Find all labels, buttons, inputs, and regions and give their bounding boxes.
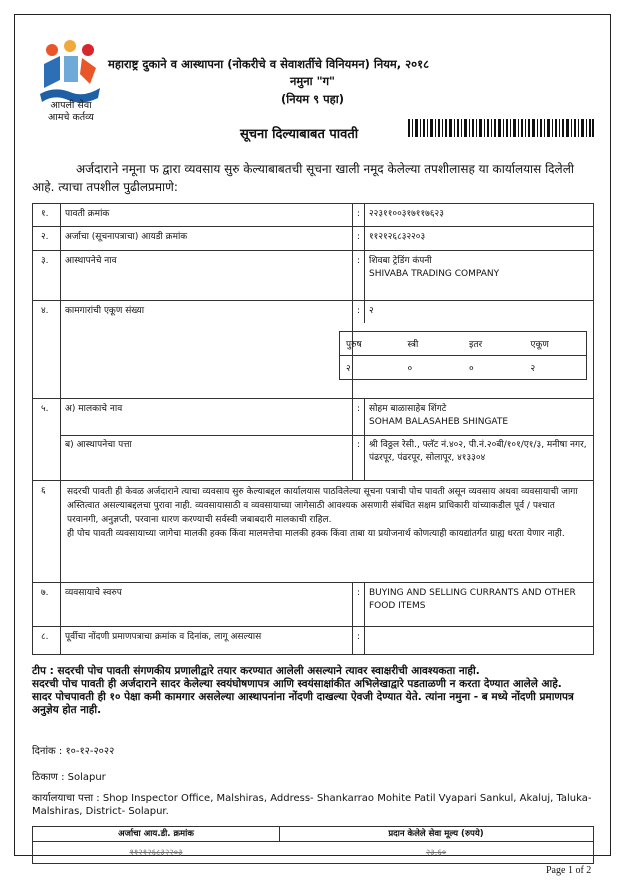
owner-name-marathi: सोहम बाळासाहेब शिंगटे [369, 404, 447, 414]
row-label: व्यवसायाचे स्वरुप [61, 583, 353, 626]
previous-registration-value [365, 627, 593, 654]
workers-other-value: ० [469, 364, 474, 374]
disclaimer-paragraph-1: सदरची पावती ही केवळ अर्जदाराने त्याचा व्यवसाय सुरु केल्याबद्दल कार्यालयास पाठविलेल्या सूचना पत्राची पोच पावती असून व्यवसाय अथवा व्यवसायाची जागा अस्तित्वात असल्याबद्दलचा पुरावा नाही. व्यवसायासाठी व व्यवसायाच्या जागेसाठी आवश्यक असणारी संबंधित सक्षम प्राधिकारी यांच्याकडील पूर्व / पश्चात परवानगी, अनुज्ञप्ती, परवाना धारण करण्याची सर्वस्वी जबाबदारी मालकाची राहिल. [67, 487, 578, 525]
workers-breakdown-table [339, 331, 587, 380]
row-number: १. [33, 204, 61, 226]
workers-value-row [340, 355, 586, 379]
intro-paragraph [32, 160, 600, 196]
table-row-owner [33, 399, 593, 481]
row-label: कामगारांची एकूण संख्या [61, 301, 353, 398]
fee-table [32, 826, 594, 864]
fee-service-charge-value: २३.६० [425, 848, 447, 858]
establishment-name-marathi: शिवबा ट्रेडिंग कंपनी [369, 256, 432, 266]
table-row-business-nature [33, 583, 593, 627]
issue-place: ठिकाण : Solapur [32, 772, 106, 783]
logo-caption-line2: आमचे कर्तव्य [48, 112, 94, 123]
row-colon: : [353, 399, 365, 435]
row-number: ६ [33, 481, 61, 582]
row-colon: : [353, 204, 365, 226]
row-colon: : [353, 227, 365, 250]
fee-header-application-id: अर्जाचा आय.डी. क्रमांक [33, 827, 280, 841]
establishment-address-value: श्री विठ्ठल रेसी., फ्लॅट नं.४०२, पी.नं.२०बी/१०१/ए१/३, मनीषा नगर, पंढरपूर, पंढरपूर, सोलापूर, ४१३३०४ [369, 440, 587, 463]
row-colon: : [353, 251, 365, 300]
worker-count-value: २ [369, 306, 374, 316]
notes-block [32, 665, 604, 717]
disclaimer-paragraph-2: ही पोच पावती व्यवसायाच्या जागेचा मालकी हक्क किंवा मालमत्तेचा मालकी हक्क किंवा ताबा या प्रयोजनार्थ कोणत्याही कायद्यांतर्गत ग्राह्य धरता येणार नाही. [67, 529, 565, 539]
page-number: Page 1 of 2 [546, 865, 592, 876]
application-id-value: ११२१२६८३२२०३ [369, 232, 426, 242]
row-colon: : [353, 583, 365, 626]
row-colon: : [353, 301, 365, 323]
disclaimer-text [61, 481, 593, 582]
row-number: ८. [33, 627, 61, 654]
issue-date: दिनांक : १०-१२-२०२२ [32, 746, 115, 757]
workers-header-male: पुरुष [346, 340, 362, 350]
row-number: ७. [33, 583, 61, 626]
business-nature-value: BUYING AND SELLING CURRANTS AND OTHER FOOD ITEMS [369, 588, 576, 611]
table-row-application-id [33, 227, 593, 251]
establishment-name-value [365, 251, 593, 300]
office-address: कार्यालयाचा पत्ता : Shop Inspector Office, Malshiras, Address- Shankarrao Mohite Patil Vyapari Sankul, Akaluj, Taluka-Malshiras, District- Solapur. [32, 793, 592, 817]
fee-header-service-charge: प्रदान केलेले सेवा मूल्य (रुपये) [388, 829, 484, 839]
fee-table-divider [33, 841, 593, 842]
row-number: ४. [33, 301, 61, 398]
row-label: पावती क्रमांक [61, 204, 353, 226]
row-label: अर्जाचा (सूचनापत्राचा) आयडी क्रमांक [61, 227, 353, 250]
workers-female-value: ० [407, 364, 413, 374]
establishment-address-label: ब) आस्थापनेचा पत्ता [61, 435, 353, 480]
workers-header-female: स्त्री [407, 340, 419, 350]
establishment-name-english: SHIVABA TRADING COMPANY [369, 269, 500, 279]
workers-male-value: २ [346, 364, 351, 374]
workers-header-other: इतर [469, 340, 483, 350]
logo-caption-line1: आपली सेवा [50, 100, 92, 111]
owner-name-english: SOHAM BALASAHEB SHINGATE [369, 417, 509, 427]
table-row-worker-count [33, 301, 593, 399]
intro-text: अर्जदाराने नमूना फ द्वारा व्यवसाय सुरु केल्याबाबतची सूचना खाली नमूद केलेल्या तपशीलासह या कार्यालयास दिलेली आहे. त्याचा तपशील पुढीलप्रमाणे: [32, 162, 574, 194]
row-label: पूर्वीचा नोंदणी प्रमाणपत्राचा क्रमांक व दिनांक, लागू असल्यास [61, 627, 353, 654]
table-row-establishment-name [33, 251, 593, 301]
note-line-1: टीप : सदरची पोच पावती संगणकीय प्रणालीद्वारे तयार करण्यात आलेली असल्याने त्यावर स्वाक्षरीची आवश्यकता नाही. [32, 665, 480, 677]
owner-name-label: अ) मालकाचे नाव [61, 399, 353, 435]
note-line-3: सादर पोचपावती ही १० पेक्षा कमी कामगार असलेल्या आस्थापनांना नोंदणी दाखल्या ऐवजी देण्यात येते. त्यांना नमुना - ब मध्ये नोंदणी प्रमाणपत्र अनुज्ञेय होत नाही. [32, 691, 574, 716]
row-number: ३. [33, 251, 61, 300]
table-row-previous-registration [33, 627, 593, 654]
row-number: ५. [33, 399, 61, 480]
fee-application-id-value: ११२१२६८३२२०३ [129, 848, 183, 858]
form-name: नमुना "ग" [289, 74, 336, 88]
row-colon: : [353, 627, 365, 654]
document-title: महाराष्ट्र दुकाने व आस्थापना (नोकरीचे व सेवाशर्तीचे विनियमन) नियम, २०१८ [108, 57, 430, 71]
workers-header-total: एकूण [530, 340, 549, 350]
table-row-receipt-number [33, 204, 593, 227]
owner-name-value [365, 399, 593, 435]
details-table [32, 203, 594, 655]
row-colon: : [353, 435, 365, 480]
workers-total-value: २ [530, 364, 536, 374]
rule-reference: (नियम ९ पहा) [280, 92, 345, 106]
note-line-2: सदरची पोच पावती ही अर्जदाराने सादर केलेल्या स्वयंघोषणापत्र आणि स्वयंसाक्षांकीत अभिलेखाद्वारे पडताळणी न करता देण्यात आलेले आहे. [32, 678, 562, 690]
workers-header-row [340, 332, 586, 355]
row-label: आस्थापनेचे नाव [61, 251, 353, 300]
receipt-number-value: २२३११००३१७११७६२३ [369, 209, 444, 219]
row-number: २. [33, 227, 61, 250]
table-row-disclaimer [33, 481, 593, 583]
barcode-icon [408, 119, 594, 137]
receipt-title: सूचना दिल्याबाबत पावती [240, 127, 359, 142]
